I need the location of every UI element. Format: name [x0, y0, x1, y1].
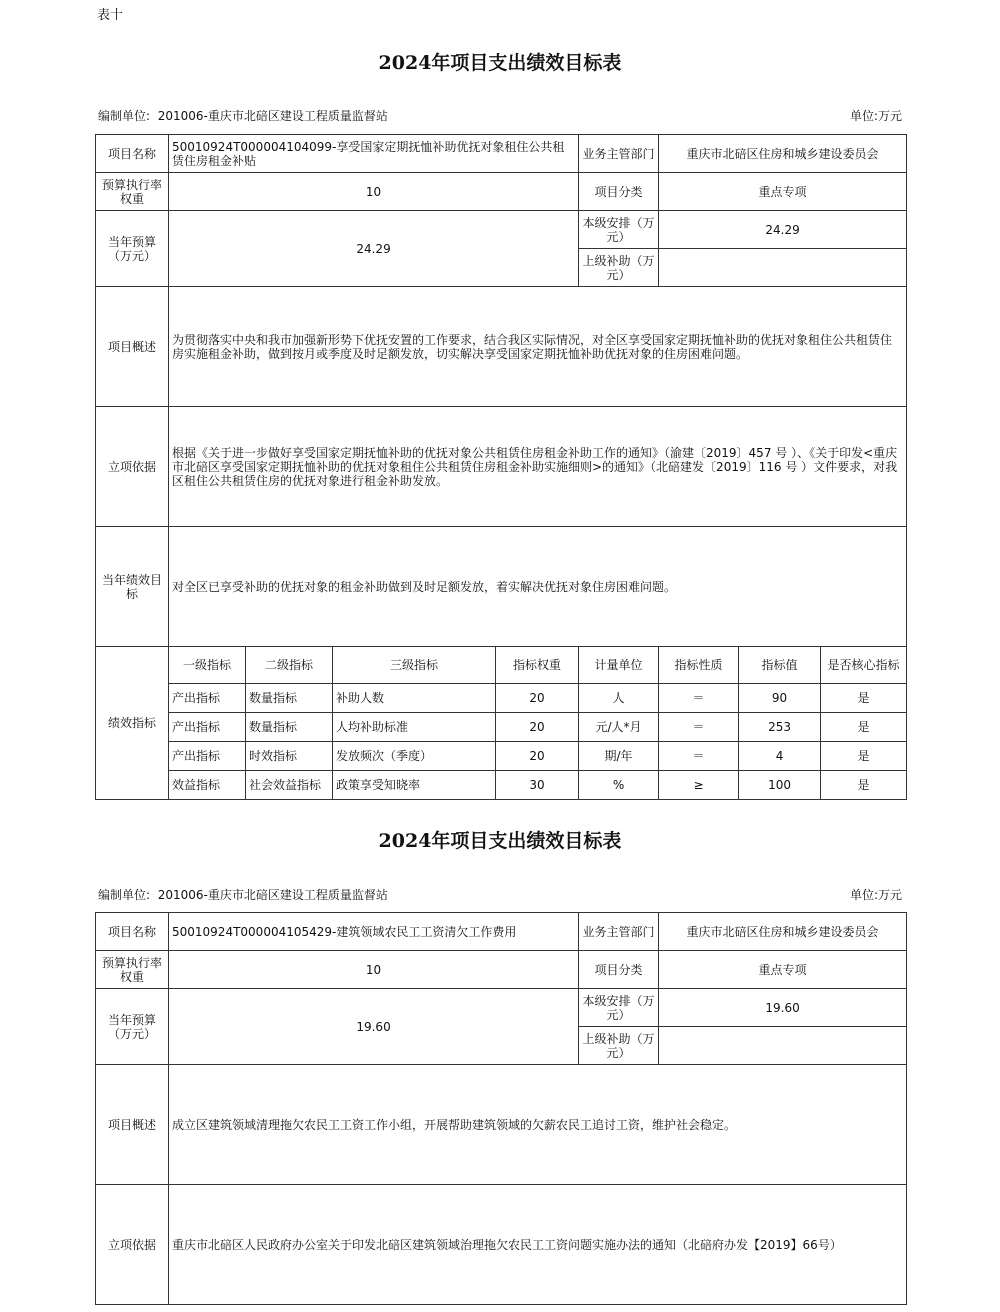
form-title-1: 2024年项目支出绩效目标表 [378, 52, 622, 74]
overview-text: 为贯彻落实中央和我市加强新形势下优抚安置的工作要求，结合我区实际情况，对全区享受国家定期抚恤补助的优抚对象租住公共租赁住房实施租金补助，做到按月或季度及时足额发放，切实解决享受国家定期抚恤补助优抚对象的住房困难问题。 [169, 287, 907, 407]
category-value: 重点专项 [659, 951, 907, 989]
indicator-unit: 元/人*月 [579, 713, 659, 742]
upper-subsidy-label: 上级补助（万元） [579, 1027, 659, 1065]
indicator-header: 是否核心指标 [821, 647, 907, 684]
level2-indicator: 数量指标 [246, 684, 333, 713]
level2-indicator: 时效指标 [246, 742, 333, 771]
level3-indicator: 补助人数 [333, 684, 496, 713]
upper-subsidy-value [659, 249, 907, 287]
goal-label: 当年绩效目标 [96, 527, 169, 647]
upper-subsidy-label: 上级补助（万元） [579, 249, 659, 287]
compiling-unit-label: 编制单位: [98, 109, 151, 123]
level3-indicator: 人均补助标准 [333, 713, 496, 742]
form-title-2: 2024年项目支出绩效目标表 [378, 830, 622, 852]
indicator-value: 4 [739, 742, 821, 771]
local-budget-label: 本级安排（万元） [579, 989, 659, 1027]
weight-value: 10 [169, 951, 579, 989]
level2-indicator: 社会效益指标 [246, 771, 333, 800]
indicator-weight: 30 [496, 771, 579, 800]
indicator-row [96, 742, 907, 771]
local-budget-label: 本级安排（万元） [579, 211, 659, 249]
project-name-label: 项目名称 [96, 913, 169, 951]
indicator-nature: ≥ [659, 771, 739, 800]
indicator-value: 90 [739, 684, 821, 713]
weight-label: 预算执行率权重 [96, 951, 169, 989]
compiling-unit-1 [98, 107, 388, 124]
overview-label: 项目概述 [96, 287, 169, 407]
level3-indicator: 政策享受知晓率 [333, 771, 496, 800]
local-budget-value: 24.29 [659, 211, 907, 249]
upper-subsidy-value [659, 1027, 907, 1065]
project-name-value: 50010924T000004104099-享受国家定期抚恤补助优抚对象租住公共租赁住房租金补贴 [169, 135, 579, 173]
level3-indicator: 发放频次（季度） [333, 742, 496, 771]
indicator-row [96, 684, 907, 713]
table-tag: 表十 [97, 8, 124, 23]
project-name-value: 50010924T000004105429-建筑领域农民工工资清欠工作费用 [169, 913, 579, 951]
indicator-nature: ＝ [659, 684, 739, 713]
dept-value: 重庆市北碚区住房和城乡建设委员会 [659, 135, 907, 173]
currency-unit-2: 单位:万元 [849, 888, 902, 902]
basis-text: 重庆市北碚区人民政府办公室关于印发北碚区建筑领域治理拖欠农民工工资问题实施办法的通知（北碚府办发【2019】66号） [169, 1185, 907, 1305]
dept-label: 业务主管部门 [579, 135, 659, 173]
category-label: 项目分类 [579, 173, 659, 211]
basis-text: 根据《关于进一步做好享受国家定期抚恤补助的优抚对象公共租赁住房租金补助工作的通知》（渝建〔2019〕457 号 ）、《关于印发<重庆市北碚区享受国家定期抚恤补助的优抚对象租住公共租赁住房租金补助实施细则>的通知》（北碚建发〔2019〕116 号 ）文件要求，对我区租住公共租赁住房的优抚对象进行租金补助发放。 [169, 407, 907, 527]
compiling-unit-2 [98, 886, 388, 903]
indicator-nature: ＝ [659, 713, 739, 742]
budget-value: 24.29 [169, 211, 579, 287]
local-budget-value: 19.60 [659, 989, 907, 1027]
indicator-core: 是 [821, 713, 907, 742]
indicator-row [96, 713, 907, 742]
indicator-row [96, 771, 907, 800]
weight-label: 预算执行率权重 [96, 173, 169, 211]
basis-label: 立项依据 [96, 407, 169, 527]
indicator-core: 是 [821, 771, 907, 800]
basis-label: 立项依据 [96, 1185, 169, 1305]
level1-indicator: 效益指标 [169, 771, 246, 800]
budget-label: 当年预算（万元） [96, 211, 169, 287]
weight-value: 10 [169, 173, 579, 211]
budget-value: 19.60 [169, 989, 579, 1065]
goal-text: 对全区已享受补助的优抚对象的租金补助做到及时足额发放，着实解决优抚对象住房困难问题。 [169, 527, 907, 647]
compiling-unit-value: 201006-重庆市北碚区建设工程质量监督站 [157, 109, 388, 123]
compiling-unit-label: 编制单位: [98, 888, 151, 902]
indicator-header: 指标权重 [496, 647, 579, 684]
perf-indicator-label: 绩效指标 [96, 647, 169, 800]
level1-indicator: 产出指标 [169, 742, 246, 771]
dept-value: 重庆市北碚区住房和城乡建设委员会 [659, 913, 907, 951]
indicator-value: 253 [739, 713, 821, 742]
performance-table-2 [95, 912, 907, 1305]
performance-table-1 [95, 134, 907, 800]
overview-text: 成立区建筑领域清理拖欠农民工工资工作小组，开展帮助建筑领域的欠薪农民工追讨工资，维护社会稳定。 [169, 1065, 907, 1185]
indicator-nature: ＝ [659, 742, 739, 771]
level1-indicator: 产出指标 [169, 713, 246, 742]
indicator-unit: 期/年 [579, 742, 659, 771]
indicator-header: 二级指标 [246, 647, 333, 684]
indicator-header: 三级指标 [333, 647, 496, 684]
category-value: 重点专项 [659, 173, 907, 211]
indicator-unit: 人 [579, 684, 659, 713]
indicator-value: 100 [739, 771, 821, 800]
indicator-header: 指标值 [739, 647, 821, 684]
indicator-unit: % [579, 771, 659, 800]
compiling-unit-value: 201006-重庆市北碚区建设工程质量监督站 [157, 888, 388, 902]
indicator-header: 计量单位 [579, 647, 659, 684]
indicator-header: 一级指标 [169, 647, 246, 684]
currency-unit-1: 单位:万元 [849, 109, 902, 123]
indicator-weight: 20 [496, 742, 579, 771]
indicator-core: 是 [821, 684, 907, 713]
budget-label: 当年预算（万元） [96, 989, 169, 1065]
level1-indicator: 产出指标 [169, 684, 246, 713]
indicator-header: 指标性质 [659, 647, 739, 684]
dept-label: 业务主管部门 [579, 913, 659, 951]
category-label: 项目分类 [579, 951, 659, 989]
project-name-label: 项目名称 [96, 135, 169, 173]
level2-indicator: 数量指标 [246, 713, 333, 742]
overview-label: 项目概述 [96, 1065, 169, 1185]
indicator-core: 是 [821, 742, 907, 771]
indicator-weight: 20 [496, 713, 579, 742]
indicator-weight: 20 [496, 684, 579, 713]
